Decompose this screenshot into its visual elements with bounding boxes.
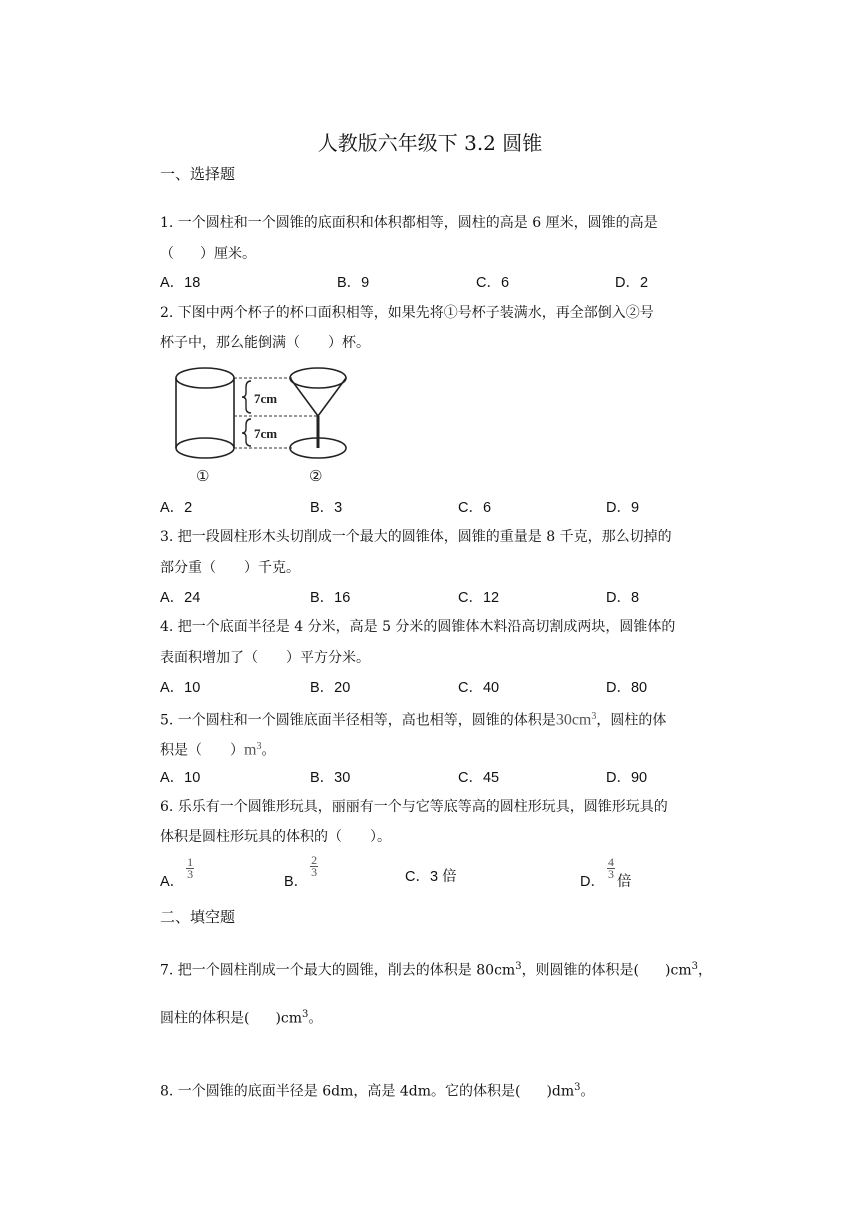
question-3-option-b[interactable]: B．16 <box>310 590 351 606</box>
brace-top <box>242 381 251 413</box>
question-6-option-b[interactable]: B． $\frac{2}{3}$ <box>284 852 318 890</box>
fraction-four-thirds: $\frac{4}{3}$ <box>607 854 614 881</box>
cup-1-label: ① <box>196 467 210 485</box>
question-6-option-a[interactable]: A． $\frac{1}{3}$ <box>160 854 194 890</box>
section-heading-choice: 一、选择题 <box>160 165 236 183</box>
cup-2-cone-right <box>318 378 346 416</box>
question-3-option-d[interactable]: D．8 <box>606 590 640 606</box>
question-5-option-a[interactable]: A．10 <box>160 770 201 786</box>
fraction-two-thirds: $\frac{2}{3}$ <box>311 852 318 879</box>
cup-1-top-ellipse <box>176 368 234 388</box>
question-3-line-1: 3. 把一段圆柱形木头切削成一个最大的圆锥体，圆锥的重量是 8 千克，那么切掉的 <box>160 529 672 545</box>
question-1-option-d[interactable]: D．2 <box>615 275 649 291</box>
dimension-label-top: 7cm <box>254 391 278 406</box>
question-5-line-2: 积是（ ）$m^3$。 <box>160 741 276 759</box>
question-1-option-c[interactable]: C．6 <box>476 275 510 291</box>
question-5-option-d[interactable]: D．90 <box>606 770 648 786</box>
question-8-line-1: 8. 一个圆锥的底面半径是 6dm，高是 4dm。它的体积是( )$dm^3$。 <box>160 1082 595 1100</box>
cup-2-label: ② <box>309 467 323 485</box>
question-6-line-1: 6. 乐乐有一个圆锥形玩具，丽丽有一个与它等底等高的圆柱形玩具，圆锥形玩具的 <box>160 799 668 815</box>
brace-bottom <box>242 419 251 446</box>
page-title: 人教版六年级下 3.2 圆锥 <box>317 131 543 155</box>
question-2-line-1: 2. 下图中两个杯子的杯口面积相等，如果先将①号杯子装满水，再全部倒入②号 <box>160 305 654 321</box>
question-6-line-2: 体积是圆柱形玩具的体积的（ ）。 <box>160 829 391 845</box>
question-6-option-c[interactable]: C．3 倍 <box>405 869 457 885</box>
question-5-option-c[interactable]: C．45 <box>458 770 500 786</box>
question-1-option-b[interactable]: B．9 <box>337 275 370 291</box>
question-2-option-b[interactable]: B．3 <box>310 500 343 516</box>
cups-figure <box>168 362 358 487</box>
question-6-option-d[interactable]: D． $\frac{4}{3}$ 倍 <box>580 854 632 890</box>
cup-2-rim-ellipse <box>290 368 346 388</box>
question-4-line-1: 4. 把一个底面半径是 4 分米，高是 5 分米的圆锥体木料沿高切割成两块，圆锥体的 <box>160 619 676 635</box>
cup-1-base-ellipse <box>176 438 234 458</box>
question-4-option-c[interactable]: C．40 <box>458 680 500 696</box>
section-heading-fill: 二、填空题 <box>160 908 236 926</box>
question-3-option-c[interactable]: C．12 <box>458 590 500 606</box>
question-5-line-1: 5. 一个圆柱和一个圆锥底面半径相等，高也相等，圆锥的体积是$30cm^3$，圆柱的体 <box>160 711 667 729</box>
question-4-option-d[interactable]: D．80 <box>606 680 648 696</box>
question-2-option-a[interactable]: A．2 <box>160 500 193 516</box>
question-3-option-a[interactable]: A．24 <box>160 590 201 606</box>
question-1-option-a[interactable]: A．18 <box>160 275 201 291</box>
question-1-line-2: （ ）厘米。 <box>160 246 256 262</box>
question-4-option-a[interactable]: A．10 <box>160 680 201 696</box>
fraction-one-third: $\frac{1}{3}$ <box>187 854 194 881</box>
question-7-line-1: 7. 把一个圆柱削成一个最大的圆锥，削去的体积是 $80cm^3$，则圆锥的体积是( )$cm^3$， <box>160 961 712 979</box>
question-7-line-2: 圆柱的体积是( )$cm^3$。 <box>160 1009 323 1027</box>
question-4-option-b[interactable]: B．20 <box>310 680 351 696</box>
question-4-line-2: 表面积增加了（ ）平方分米。 <box>160 650 370 666</box>
question-2-option-d[interactable]: D．9 <box>606 500 640 516</box>
question-1-line-1: 1. 一个圆柱和一个圆锥的底面积和体积都相等，圆柱的高是 6 厘米，圆锥的高是 <box>160 215 658 231</box>
cup-2-cone-left <box>290 378 318 416</box>
dimension-label-bottom: 7cm <box>254 426 278 441</box>
question-3-line-2: 部分重（ ）千克。 <box>160 560 300 576</box>
question-5-option-b[interactable]: B．30 <box>310 770 351 786</box>
question-2-option-c[interactable]: C．6 <box>458 500 492 516</box>
question-2-line-2: 杯子中，那么能倒满（ ）杯。 <box>160 335 370 351</box>
